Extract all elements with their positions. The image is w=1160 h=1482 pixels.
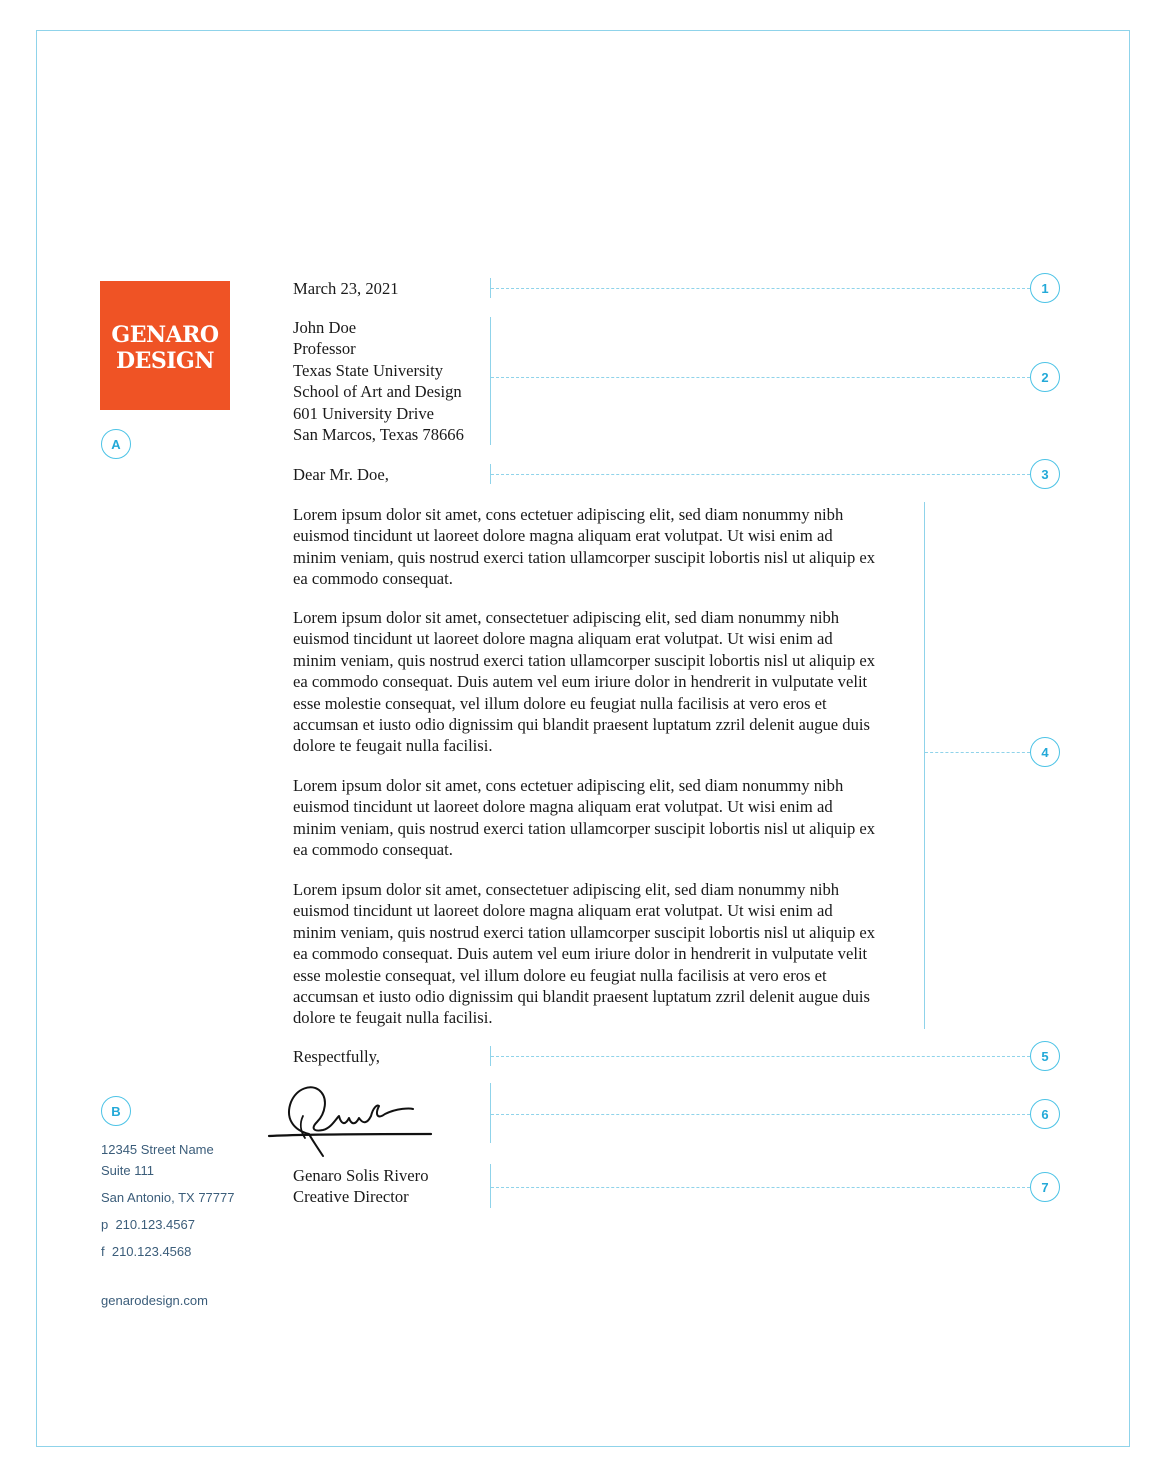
- signer-name: Genaro Solis Rivero: [293, 1166, 429, 1185]
- salutation: Dear Mr. Doe,: [293, 465, 389, 484]
- guide-bracket-7: [490, 1164, 491, 1208]
- guide-bracket-4: [924, 502, 925, 1029]
- guide-leader-6: [491, 1114, 1030, 1115]
- marker-b: B: [101, 1096, 131, 1126]
- body-paragraph-1: Lorem ipsum dolor sit amet, cons ectetuer adipiscing elit, sed diam nonummy nibh euismod tincidunt ut laoreet dolore magna aliquam erat volutpat. Ut wisi enim ad minim veniam, quis nostrud exerci tation ullamcorper suscipit lobortis nisl ut aliquip ex ea commodo consequat.: [293, 505, 876, 589]
- contact-suite: Suite 111: [101, 1163, 155, 1178]
- recipient-address: [293, 317, 464, 445]
- marker-a: A: [101, 429, 131, 459]
- marker-3: 3: [1030, 459, 1060, 489]
- guide-leader-3: [491, 474, 1030, 475]
- guide-leader-4: [925, 752, 1030, 753]
- guide-bracket-6: [490, 1083, 491, 1143]
- signer-title: Creative Director: [293, 1187, 409, 1207]
- contact-fax: f 210.123.4568: [101, 1244, 192, 1259]
- recipient-line: Professor: [293, 339, 356, 359]
- marker-7: 7: [1030, 1172, 1060, 1202]
- body-paragraph-4: Lorem ipsum dolor sit amet, consectetuer adipiscing elit, sed diam nonummy nibh euismod tincidunt ut laoreet dolore magna aliquam erat volutpat. Ut wisi enim ad minim veniam, quis nostrud exerci tation ullamcorper suscipit lobortis nisl ut aliquip ex ea commodo consequat. Duis autem vel eum iriure dolor in hendrerit in vulputate velit esse molestie consequat, vel illum dolore eu feugiat nulla facilisis at vero eros et accumsan et iusto odio dignissim qui blandit praesent luptatum zzril delenit augue duis dolore te feugait nulla facilisi.: [293, 880, 876, 1028]
- body-paragraph-3: Lorem ipsum dolor sit amet, cons ectetuer adipiscing elit, sed diam nonummy nibh euismod tincidunt ut laoreet dolore magna aliquam erat volutpat. Ut wisi enim ad minim veniam, quis nostrud exerci tation ullamcorper suscipit lobortis nisl ut aliquip ex ea commodo consequat.: [293, 776, 876, 860]
- signer-block: [293, 1165, 429, 1208]
- recipient-line: 601 University Drive: [293, 403, 435, 423]
- marker-6: 6: [1030, 1099, 1060, 1129]
- guide-leader-2: [491, 377, 1030, 378]
- closing: Respectfully,: [293, 1047, 380, 1066]
- guide-leader-7: [491, 1187, 1030, 1188]
- handwritten-signature: [265, 1078, 437, 1160]
- marker-5: 5: [1030, 1041, 1060, 1071]
- contact-street: 12345 Street Name: [101, 1142, 214, 1157]
- contact-website[interactable]: genarodesign.com: [101, 1293, 208, 1308]
- body-paragraph-2: Lorem ipsum dolor sit amet, consectetuer adipiscing elit, sed diam nonummy nibh euismod tincidunt ut laoreet dolore magna aliquam erat volutpat. Ut wisi enim ad minim veniam, quis nostrud exerci tation ullamcorper suscipit lobortis nisl ut aliquip ex ea commodo consequat. Duis autem vel eum iriure dolor in hendrerit in vulputate velit esse molestie consequat, vel illum dolore eu feugiat nulla facilisis at vero eros et accumsan et iusto odio dignissim qui blandit praesent luptatum zzril delenit augue duis dolore te feugait nulla facilisi.: [293, 608, 876, 756]
- letter-date: March 23, 2021: [293, 279, 399, 298]
- contact-city: San Antonio, TX 77777: [101, 1190, 235, 1205]
- marker-1: 1: [1030, 273, 1060, 303]
- genaro-design-logo: [100, 281, 230, 410]
- guide-leader-5: [491, 1056, 1030, 1057]
- recipient-line: San Marcos, Texas 78666: [293, 424, 464, 444]
- logo-line-1: GENARO: [111, 321, 219, 348]
- recipient-line: School of Art and Design: [293, 382, 462, 402]
- logo-line-2: DESIGN: [116, 347, 214, 374]
- guide-bracket-2: [490, 317, 491, 445]
- recipient-line: Texas State University: [293, 360, 443, 380]
- guide-leader-1: [491, 288, 1030, 289]
- recipient-line: John Doe: [293, 318, 357, 337]
- contact-phone: p 210.123.4567: [101, 1217, 195, 1232]
- marker-2: 2: [1030, 362, 1060, 392]
- marker-4: 4: [1030, 737, 1060, 767]
